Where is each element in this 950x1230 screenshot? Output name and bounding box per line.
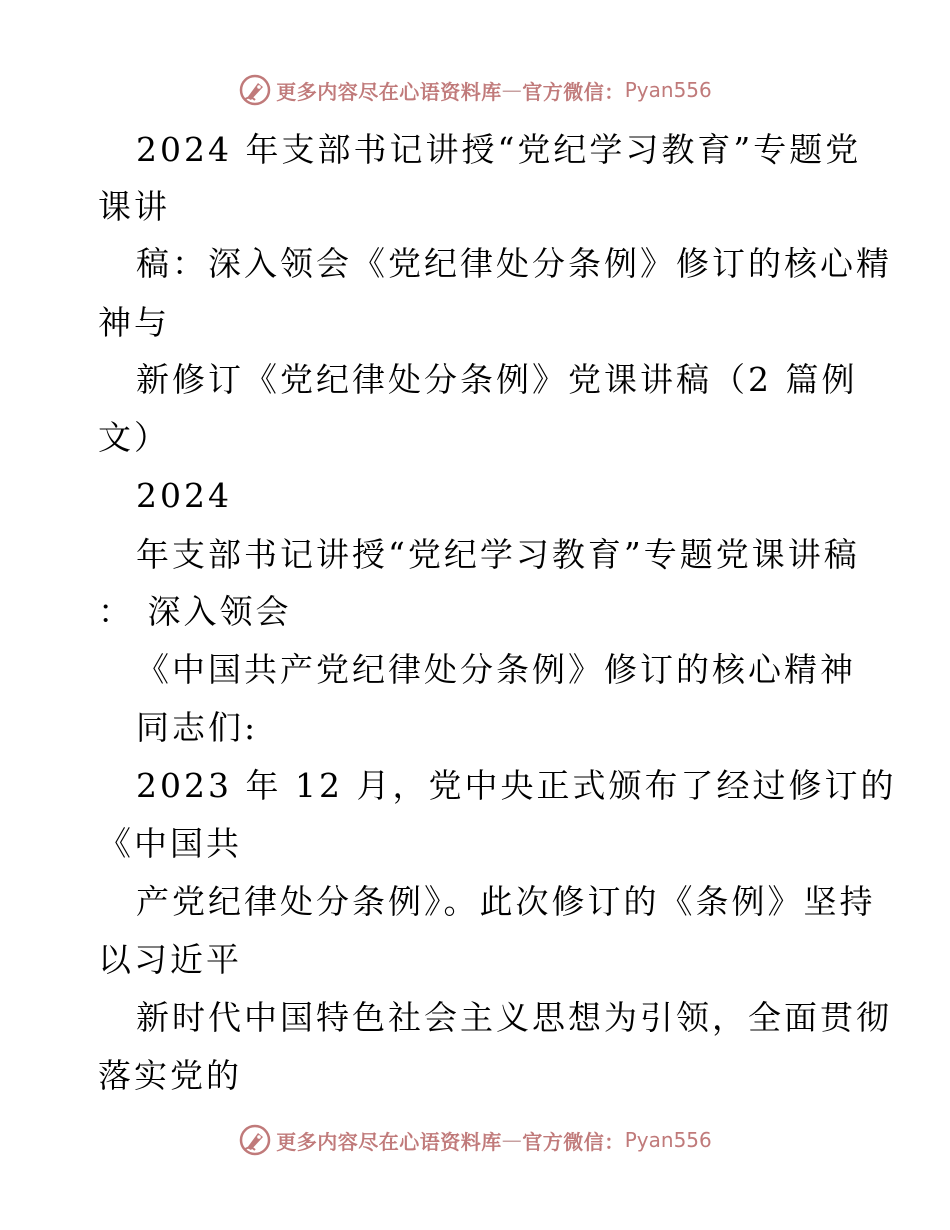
watermark-banner-top <box>0 70 950 110</box>
doc-line: 年支部书记讲授“党纪学习教育”专题党课讲稿 <box>136 535 860 574</box>
doc-line: 稿：深入领会《党纪律处分条例》修订的核心精 <box>136 244 892 283</box>
watermark-banner-bottom <box>0 1120 950 1160</box>
doc-line: ： 深入领会 <box>98 592 292 631</box>
watermark-text: 更多内容尽在心语资料库 <box>276 1129 502 1154</box>
doc-line: 文） <box>98 418 170 457</box>
doc-line: 课讲 <box>98 187 170 226</box>
watermark-text: 更多内容尽在心语资料库 <box>276 79 502 104</box>
doc-line: 《中国共 <box>98 824 242 863</box>
watermark-dash: — <box>501 1128 523 1152</box>
doc-line: 《中国共产党纪律处分条例》修订的核心精神 <box>136 650 856 689</box>
doc-line: 新时代中国特色社会主义思想为引领，全面贯彻 <box>136 998 892 1037</box>
pen-nib-logo-icon <box>238 1123 272 1157</box>
doc-line: 产党纪律处分条例》。此次修订的《条例》坚持 <box>136 882 876 921</box>
doc-line: 2023 年 12 月，党中央正式颁布了经过修订的 <box>136 766 897 805</box>
pen-nib-logo-icon <box>238 73 272 107</box>
watermark-suffix: 官方微信： <box>522 1129 625 1154</box>
watermark-dash: — <box>501 78 523 102</box>
watermark-suffix: 官方微信： <box>522 79 625 104</box>
doc-line: 新修订《党纪律处分条例》党课讲稿（2 篇例 <box>136 360 858 399</box>
doc-line: 2024 年支部书记讲授“党纪学习教育”专题党 <box>136 130 862 169</box>
doc-line: 以习近平 <box>98 940 242 979</box>
doc-line: 同志们: <box>136 708 259 747</box>
watermark-wechat-id: Pyan556 <box>624 78 712 102</box>
watermark-wechat-id: Pyan556 <box>624 1128 712 1152</box>
doc-line: 落实党的 <box>98 1056 242 1095</box>
doc-line: 神与 <box>98 303 170 342</box>
doc-line: 2024 <box>136 476 232 515</box>
